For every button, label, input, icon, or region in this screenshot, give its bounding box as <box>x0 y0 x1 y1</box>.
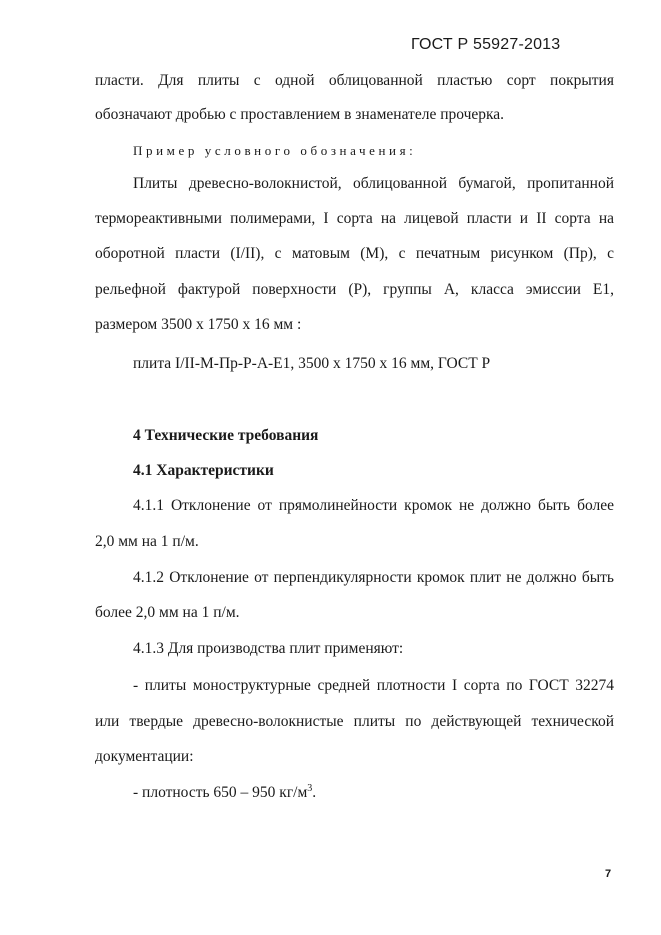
superscript-3: 3 <box>307 783 313 794</box>
example-heading: Пример условного обозначения: <box>133 143 417 158</box>
section-heading: 4 Технические требования <box>133 427 319 444</box>
density-text: - плотность 650 – 950 кг/м <box>133 784 308 801</box>
paragraph-line: 4.1.1 Отклонение от прямолинейности кромок не должно быть более <box>133 497 614 514</box>
paragraph-line: термореактивными полимерами, I сорта на лицевой пласти и II сорта на <box>95 210 614 227</box>
paragraph-line: документации: <box>95 748 194 765</box>
paragraph-line: оборотной пласти (I/II), с матовым (М), с печатным рисунком (Пр), с <box>95 245 614 262</box>
paragraph-line: обозначают дробью с проставлением в знаменателе прочерка. <box>95 106 505 123</box>
paragraph-line: 2,0 мм на 1 п/м. <box>95 533 199 550</box>
paragraph-line: пласти. Для плиты с одной облицованной пластью сорт покрытия <box>95 72 614 89</box>
list-item-line <box>133 783 316 803</box>
paragraph-line: 4.1.3 Для производства плит применяют: <box>133 640 404 657</box>
list-item-line: - плиты моноструктурные средней плотности I сорта по ГОСТ 32274 <box>133 677 614 694</box>
paragraph-line: или твердые древесно-волокнистые плиты по действующей технической <box>95 713 614 730</box>
document-header: ГОСТ Р 55927-2013 <box>411 36 561 53</box>
paragraph-line: 4.1.2 Отклонение от перпендикулярности кромок плит не должно быть <box>133 569 614 586</box>
subsection-heading: 4.1 Характеристики <box>133 462 274 479</box>
designation-example: плита I/II-М-Пр-Р-А-Е1, 3500 х 1750 х 16 мм, ГОСТ Р <box>133 355 491 372</box>
paragraph-line: Плиты древесно-волокнистой, облицованной бумагой, пропитанной <box>133 175 614 192</box>
paragraph-line: рельефной фактурой поверхности (Р), группы А, класса эмиссии Е1, <box>95 281 614 298</box>
line-end-period: . <box>312 784 317 801</box>
paragraph-line: размером 3500 х 1750 х 16 мм : <box>95 316 302 333</box>
paragraph-line: более 2,0 мм на 1 п/м. <box>95 604 240 621</box>
page-number: 7 <box>605 868 612 880</box>
